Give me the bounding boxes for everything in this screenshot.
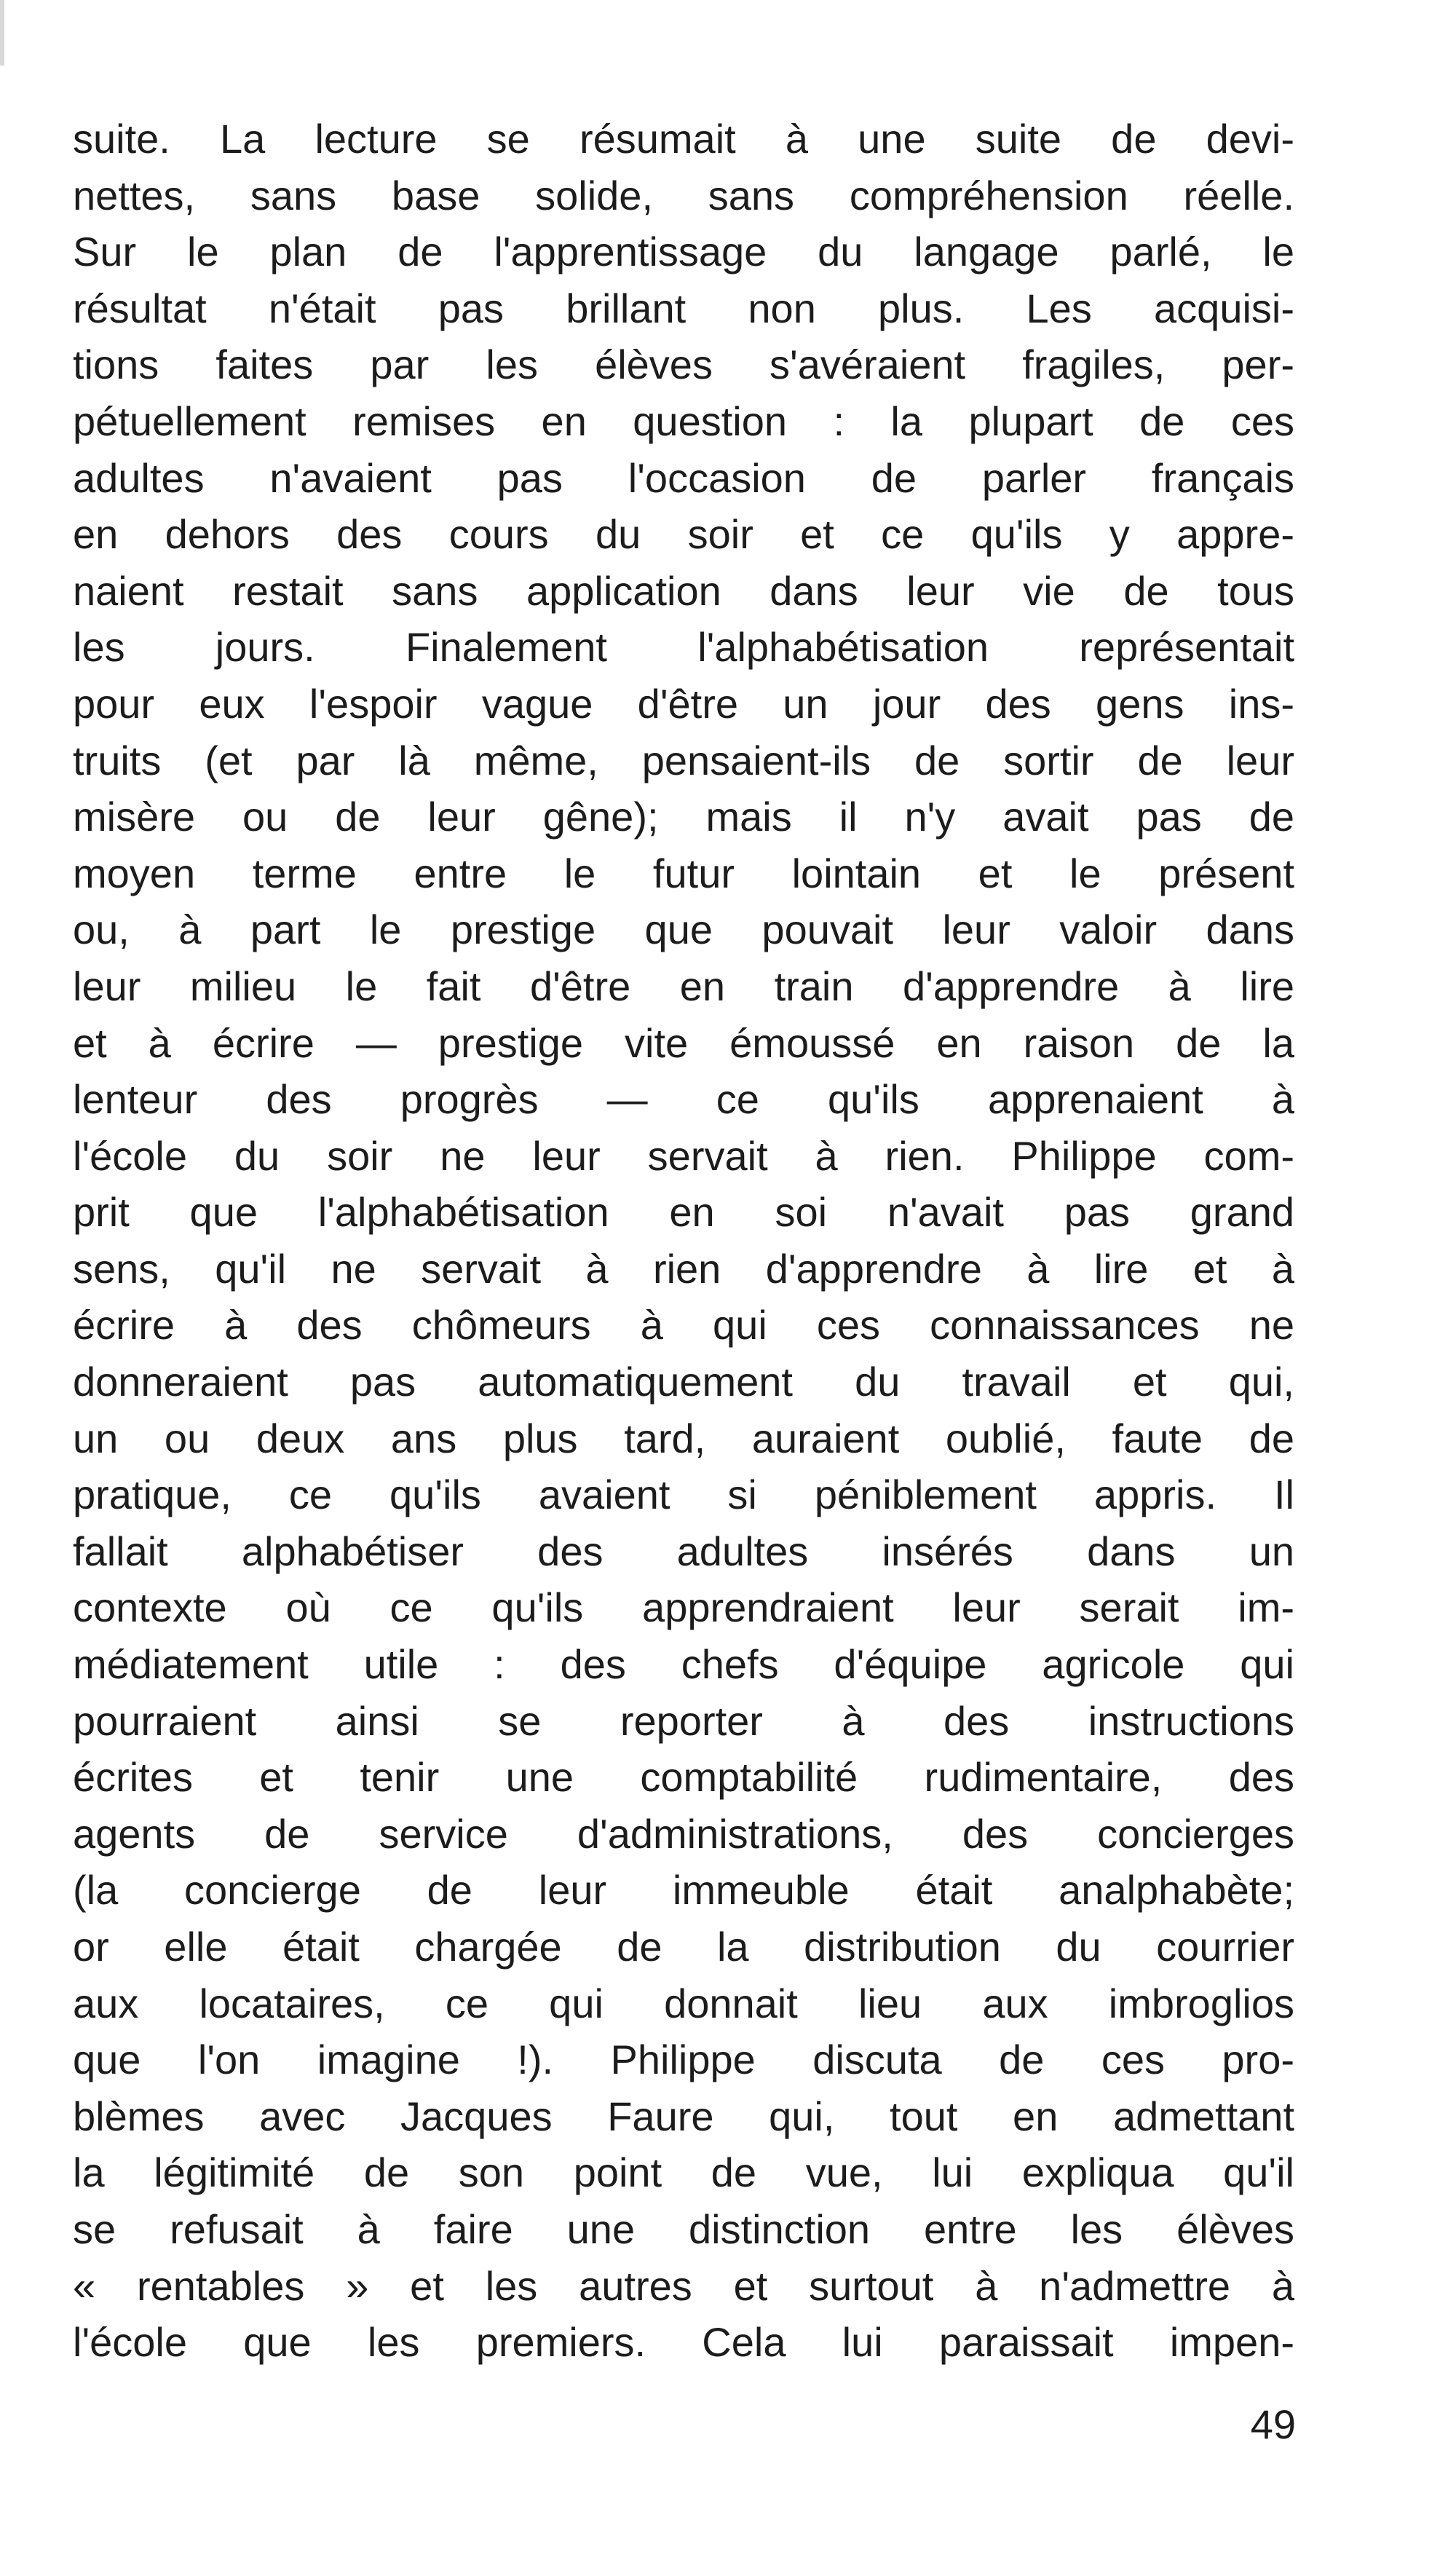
text-line: pourraient ainsi se reporter à des instructions [73, 1697, 1294, 1744]
text-line: lenteur des progrès — ce qu'ils apprenaient à [73, 1076, 1294, 1123]
text-line: suite. La lecture se résumait à une suite de devi- [73, 116, 1294, 162]
text-line: blèmes avec Jacques Faure qui, tout en admettant [73, 2093, 1294, 2139]
text-line: or elle était chargée de la distribution du courrier [73, 1924, 1294, 1970]
text-line: pétuellement remises en question : la plupart de ces [73, 398, 1294, 444]
text-line: adultes n'avaient pas l'occasion de parler français [73, 454, 1294, 501]
text-line: ou, à part le prestige que pouvait leur valoir dans [73, 907, 1294, 953]
text-line: leur milieu le fait d'être en train d'apprendre à lire [73, 963, 1294, 1009]
text-line: écrites et tenir une comptabilité rudimentaire, des [73, 1754, 1294, 1801]
text-line: résultat n'était pas brillant non plus. Les acquisi- [73, 285, 1294, 331]
text-line: prit que l'alphabétisation en soi n'avait pas grand [73, 1189, 1294, 1236]
text-line: fallait alphabétiser des adultes insérés dans un [73, 1528, 1294, 1574]
text-line: en dehors des cours du soir et ce qu'ils y appre- [73, 511, 1294, 558]
text-line: contexte où ce qu'ils apprendraient leur serait im- [73, 1584, 1294, 1631]
text-line: que l'on imagine !). Philippe discuta de ces pro- [73, 2037, 1294, 2083]
text-line: moyen terme entre le futur lointain et le présent [73, 850, 1294, 896]
text-line: (la concierge de leur immeuble était analphabète; [73, 1867, 1294, 1914]
text-line: truits (et par là même, pensaient-ils de sortir de leur [73, 737, 1294, 783]
text-line: pour eux l'espoir vague d'être un jour des gens ins- [73, 680, 1294, 727]
text-line: aux locataires, ce qui donnait lieu aux imbroglios [73, 1980, 1294, 2026]
text-line: l'école que les premiers. Cela lui paraissait impen- [73, 2319, 1294, 2366]
text-line: l'école du soir ne leur servait à rien. Philippe com- [73, 1132, 1294, 1179]
text-line: médiatement utile : des chefs d'équipe agricole qui [73, 1641, 1294, 1688]
text-line: agents de service d'administrations, des concierges [73, 1810, 1294, 1857]
body-text [73, 111, 1294, 2371]
text-line: tions faites par les élèves s'avéraient fragiles, per- [73, 341, 1294, 388]
text-line: les jours. Finalement l'alphabétisation représentait [73, 624, 1294, 671]
text-line: se refusait à faire une distinction entre les élèves [73, 2205, 1294, 2252]
text-line: nettes, sans base solide, sans compréhension réelle. [73, 172, 1294, 218]
text-line: misère ou de leur gêne); mais il n'y avait pas de [73, 794, 1294, 840]
page-number: 49 [1250, 2401, 1296, 2447]
text-line: un ou deux ans plus tard, auraient oublié, faute de [73, 1415, 1294, 1461]
text-line: pratique, ce qu'ils avaient si péniblement appris. Il [73, 1472, 1294, 1518]
text-line: donneraient pas automatiquement du travail et qui, [73, 1359, 1294, 1405]
text-line: Sur le plan de l'apprentissage du langage parlé, le [73, 229, 1294, 275]
text-line: et à écrire — prestige vite émoussé en raison de la [73, 1019, 1294, 1066]
text-line: naient restait sans application dans leur vie de tous [73, 567, 1294, 614]
text-line: écrire à des chômeurs à qui ces connaissances ne [73, 1302, 1294, 1348]
text-line: la légitimité de son point de vue, lui expliqua qu'il [73, 2149, 1294, 2196]
text-line: « rentables » et les autres et surtout à n'admettre à [73, 2262, 1294, 2309]
page-edge-shadow [0, 0, 4, 66]
text-line: sens, qu'il ne servait à rien d'apprendre à lire et à [73, 1245, 1294, 1292]
